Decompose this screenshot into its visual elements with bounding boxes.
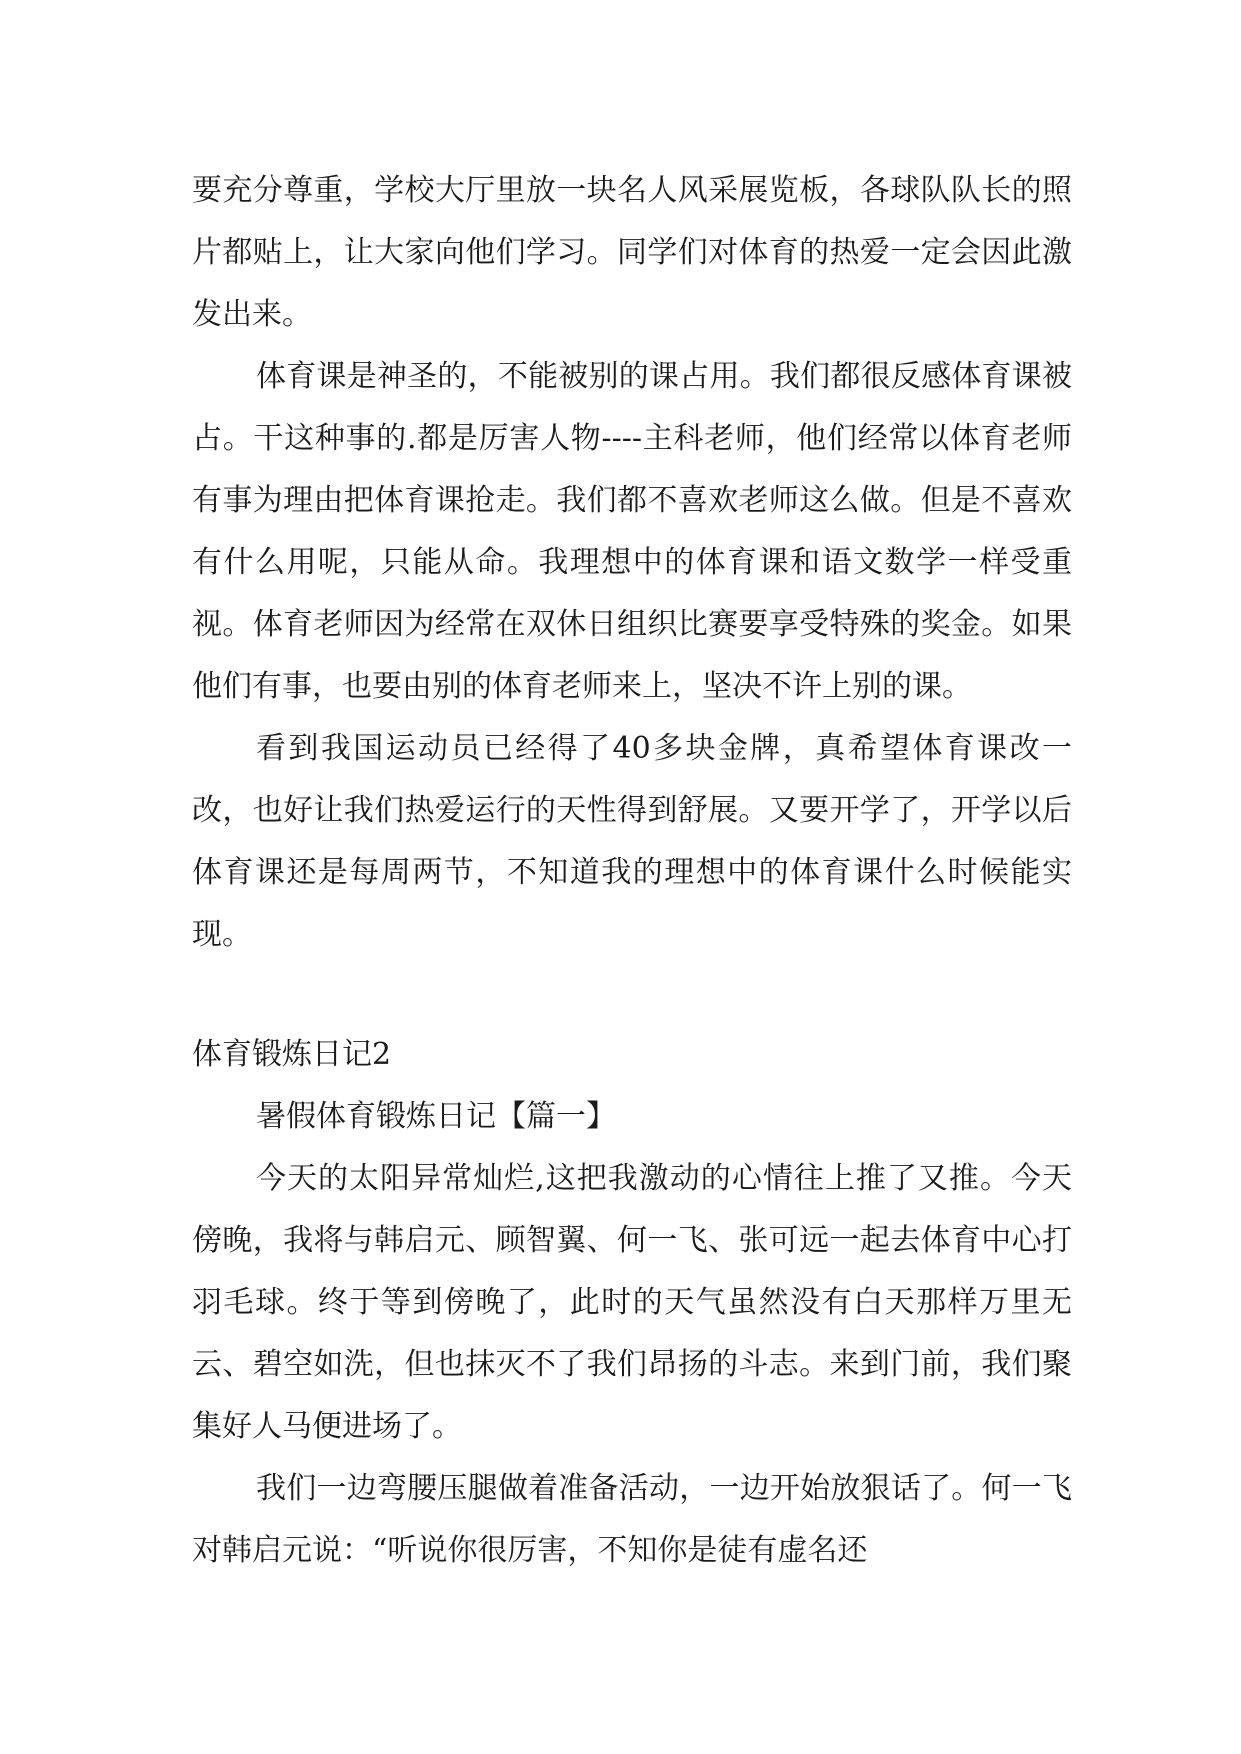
paragraph-sacred-pe-class: 体育课是神圣的，不能被别的课占用。我们都很反感体育课被占。干这种事的.都是厉害人物----主科老师，他们经常以体育老师有事为理由把体育课抢走。我们都不喜欢老师这么做。但是不喜欢有什么用呢，只能从命。我理想中的体育课和语文数学一样受重视。体育老师因为经常在双休日组织比赛要享受特殊的奖金。如果他们有事，也要由别的体育老师来上，坚决不许上别的课。	[192, 359, 1072, 704]
paragraph-continuation: 要充分尊重，学校大厅里放一块名人风采展览板，各球队队长的照片都贴上，让大家向他们学习。同学们对体育的热爱一定会因此激发出来。	[192, 173, 1072, 332]
paragraph-warm-up: 我们一边弯腰压腿做着准备活动，一边开始放狠话了。何一飞对韩启元说：“听说你很厉害，不知你是徒有虚名还	[192, 1471, 1072, 1568]
paragraph-badminton-day: 今天的太阳异常灿烂,这把我激动的心情往上推了又推。今天傍晚，我将与韩启元、顾智翼、何一飞、张可远一起去体育中心打羽毛球。终于等到傍晚了，此时的天气虽然没有白天那样万里无云、碧空如洗，但也抹灭不了我们昂扬的斗志。来到门前，我们聚集好人马便进场了。	[192, 1161, 1072, 1444]
paragraph-gold-medals: 看到我国运动员已经得了40多块金牌，真希望体育课改一改，也好让我们热爱运行的天性得到舒展。又要开学了，开学以后体育课还是每周两节，不知道我的理想中的体育课什么时候能实现。	[192, 731, 1072, 952]
section-heading: 体育锻炼日记2	[192, 1037, 392, 1072]
text-column	[192, 160, 1072, 1582]
sub-heading: 暑假体育锻炼日记【篇一】	[256, 1099, 616, 1134]
